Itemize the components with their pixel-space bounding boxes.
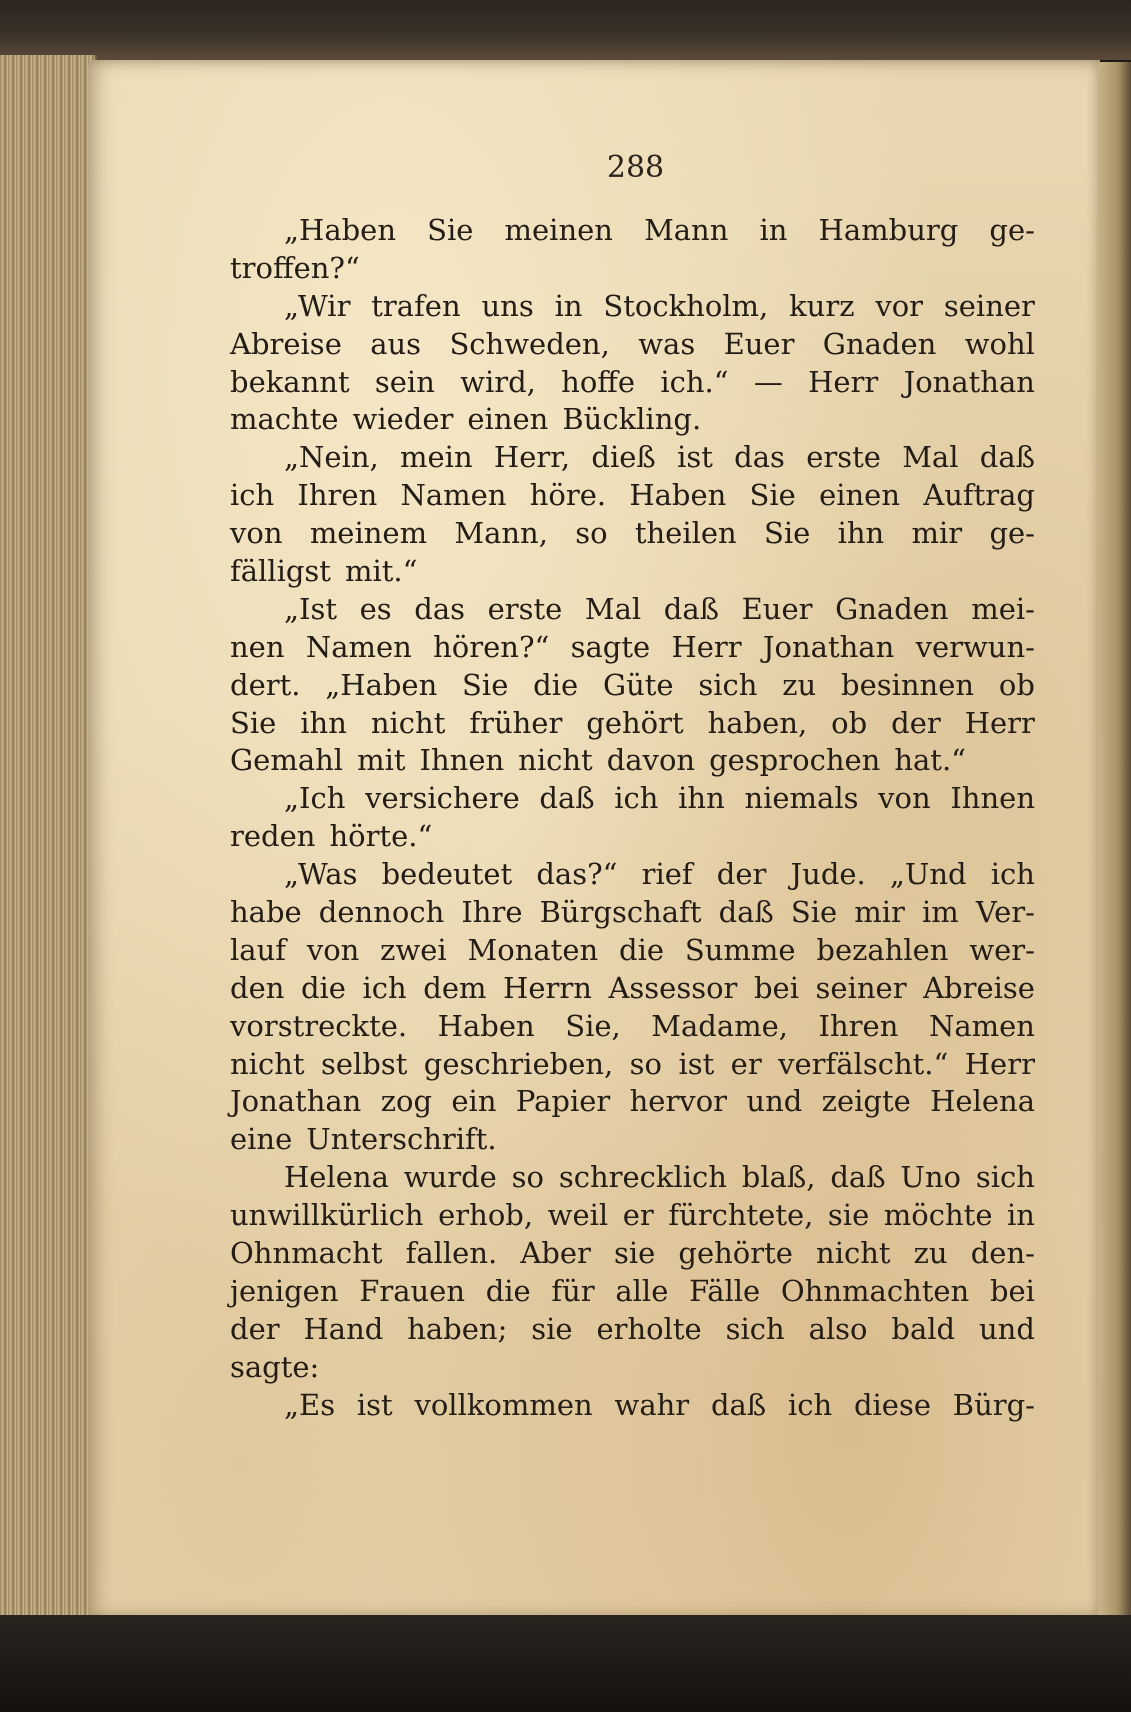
word: der — [230, 1311, 280, 1346]
word: „Haben — [284, 213, 397, 247]
word: ihn — [678, 781, 725, 816]
word: Ihren — [297, 478, 378, 513]
word: wer- — [969, 932, 1035, 967]
word: den- — [970, 1236, 1035, 1271]
text-line — [230, 629, 1035, 667]
word: Helena — [284, 1160, 389, 1195]
word: „Ich — [284, 781, 346, 816]
word: dennoch — [318, 895, 445, 930]
word: Ihnen — [419, 743, 505, 778]
word: Sie — [462, 667, 509, 702]
word: troffen?“ — [230, 250, 360, 285]
text-line — [230, 667, 1035, 705]
word: Hand — [303, 1311, 384, 1346]
text-line — [230, 1121, 1035, 1159]
word: einen — [467, 402, 549, 437]
text-line — [230, 477, 1035, 515]
word: ob — [831, 705, 868, 740]
word: verwun- — [915, 629, 1035, 664]
word: zeigte — [821, 1084, 911, 1119]
word: zog — [380, 1084, 433, 1119]
word: sagte: — [230, 1349, 320, 1384]
word: eine — [230, 1122, 293, 1157]
word: rief — [641, 857, 693, 892]
text-line — [230, 288, 1035, 326]
word: ihn — [300, 705, 347, 740]
word: alle — [615, 1273, 669, 1308]
word: Bürgschaft — [539, 895, 702, 930]
word: was — [638, 326, 696, 361]
word: Schweden, — [449, 326, 610, 361]
text-line — [230, 1159, 1035, 1197]
word: Summe — [684, 932, 796, 967]
word: einen — [819, 478, 901, 513]
word: vor — [875, 288, 924, 323]
word: Gnaden — [835, 591, 949, 626]
word: ich — [990, 857, 1035, 892]
word: Herr, — [493, 440, 571, 475]
text-line — [230, 932, 1035, 970]
word: Jude. — [790, 857, 866, 892]
word: Ihnen — [950, 781, 1035, 816]
word: Unterschrift. — [306, 1122, 497, 1157]
word: „Und — [889, 857, 967, 892]
word: ihn — [837, 516, 885, 551]
word: „Haben — [325, 667, 438, 702]
word: erholte — [596, 1311, 702, 1346]
word: Jonathan — [230, 1084, 362, 1119]
page-stack-edge — [0, 55, 97, 1625]
word: daß — [710, 1387, 767, 1422]
word: „Nein, — [284, 440, 379, 475]
word: Haben — [629, 478, 727, 513]
word: ich — [230, 478, 275, 513]
word: besinnen — [841, 667, 975, 702]
word: Ver- — [975, 895, 1035, 930]
word: hören?“ — [433, 629, 550, 664]
word: Abreise — [923, 970, 1035, 1005]
word: er — [622, 1198, 654, 1233]
page-number: 288 — [606, 150, 665, 185]
word: weil — [547, 1198, 609, 1233]
word: Sie — [764, 516, 811, 551]
word: selbst — [320, 1046, 408, 1081]
word: hoffe — [561, 364, 636, 399]
word: zwei — [380, 932, 447, 967]
word: nicht — [816, 1236, 891, 1271]
text-line — [230, 1387, 1035, 1425]
word: Assessor — [608, 970, 738, 1005]
text-line — [230, 742, 1035, 780]
text-line — [230, 401, 1035, 439]
text-line — [230, 780, 1035, 818]
word: sich — [725, 1311, 785, 1346]
word: ge- — [989, 516, 1035, 551]
word: Ohnmacht — [230, 1236, 383, 1271]
word: in — [759, 213, 788, 247]
word: den — [230, 970, 285, 1005]
word: sagte — [570, 629, 651, 664]
word: und — [978, 1311, 1035, 1346]
word: so — [629, 1046, 663, 1081]
word: ist — [356, 1387, 393, 1422]
word: sein — [374, 364, 435, 399]
text-line — [230, 1235, 1035, 1273]
word: machte — [230, 402, 339, 437]
word: habe — [230, 895, 302, 930]
word: bezahlen — [816, 932, 949, 967]
word: vollkommen — [414, 1387, 593, 1422]
word: mei- — [971, 591, 1035, 626]
word: ge- — [989, 213, 1035, 247]
word: so — [575, 516, 608, 551]
word: bekannt — [230, 364, 350, 399]
word: Sie, — [565, 1008, 621, 1043]
word: sich — [975, 1160, 1035, 1195]
word: Herrn — [503, 970, 592, 1005]
text-line — [230, 212, 1035, 250]
word: von — [878, 781, 931, 816]
word: ich — [362, 970, 407, 1005]
word: erhob, — [438, 1198, 534, 1233]
word: hörte.“ — [329, 819, 433, 854]
word: Mal — [902, 440, 959, 475]
word: hat.“ — [894, 743, 967, 778]
word: Namen — [305, 629, 412, 664]
page-text — [230, 212, 1035, 1425]
word: ist — [678, 1046, 715, 1081]
word: seiner — [943, 288, 1035, 323]
word: gesprochen — [709, 743, 881, 778]
word: zu — [782, 667, 817, 702]
word: Mal — [584, 591, 642, 626]
word: sie — [827, 1198, 870, 1233]
word: mir — [911, 516, 963, 551]
word: davon — [606, 743, 696, 778]
word: daß — [718, 895, 774, 930]
word: mit — [357, 743, 406, 778]
word: Herr — [808, 364, 879, 399]
word: wohl — [964, 326, 1035, 361]
word: daß — [979, 440, 1035, 475]
word: erste — [487, 591, 563, 626]
word: Hamburg — [818, 213, 959, 247]
word: haben, — [707, 705, 808, 740]
word: trafen — [371, 288, 461, 323]
word: das — [734, 440, 785, 475]
text-line — [230, 970, 1035, 1008]
text-line — [230, 1273, 1035, 1311]
word: daß — [663, 591, 720, 626]
word: dem — [423, 970, 487, 1005]
word: — — [753, 364, 783, 399]
word: Stockholm, — [603, 288, 769, 323]
word: gehörte — [678, 1236, 793, 1271]
word: bedeutet — [381, 857, 513, 892]
word: sich — [698, 667, 758, 702]
word: uns — [481, 288, 534, 323]
word: fälligst — [230, 554, 331, 589]
word: die — [300, 970, 346, 1005]
word: ich.“ — [660, 364, 729, 399]
text-line — [230, 894, 1035, 932]
word: wird, — [460, 364, 536, 399]
word: ist — [677, 440, 713, 475]
word: niemals — [744, 781, 859, 816]
text-line — [230, 364, 1035, 402]
word: und — [746, 1084, 803, 1119]
word: hervor — [629, 1084, 728, 1119]
word: haben; — [407, 1311, 508, 1346]
text-line — [230, 326, 1035, 364]
word: das?“ — [536, 857, 618, 892]
word: von — [230, 516, 283, 551]
word: Haben — [437, 1008, 535, 1043]
book-top-edge — [0, 0, 1131, 60]
word: Auftrag — [923, 478, 1035, 513]
word: Frauen — [359, 1273, 465, 1308]
word: nicht — [518, 743, 593, 778]
word: es — [359, 591, 392, 626]
word: nicht — [230, 1046, 305, 1081]
text-line — [230, 856, 1035, 894]
text-line — [230, 1008, 1035, 1046]
word: Sie — [790, 895, 838, 930]
word: früher — [469, 705, 563, 740]
word: jenigen — [230, 1273, 339, 1308]
word: er — [730, 1046, 762, 1081]
word: lauf — [230, 932, 286, 967]
word: Euer — [741, 591, 813, 626]
text-line — [230, 1311, 1035, 1349]
word: in — [1007, 1198, 1035, 1233]
word: theilen — [634, 516, 737, 551]
text-line — [230, 1083, 1035, 1121]
text-line — [230, 705, 1035, 743]
word: erste — [806, 440, 881, 475]
word: Euer — [723, 326, 795, 361]
word: „Ist — [284, 591, 338, 626]
word: meinem — [309, 516, 428, 551]
word: Sie — [230, 705, 277, 740]
word: Mann — [644, 213, 729, 247]
word: Jonathan — [762, 629, 895, 664]
word: dieß — [591, 440, 656, 475]
text-line — [230, 439, 1035, 477]
word: unwillkürlich — [230, 1198, 424, 1233]
word: in — [554, 288, 583, 323]
word: Sie — [749, 478, 796, 513]
word: das — [414, 591, 465, 626]
word: wieder — [352, 402, 454, 437]
word: die — [619, 932, 665, 967]
text-line — [230, 1046, 1035, 1084]
word: Sie — [427, 213, 474, 247]
word: ob — [998, 667, 1035, 702]
word: reden — [230, 819, 316, 854]
word: nicht — [370, 705, 446, 740]
word: Madame, — [651, 1008, 788, 1043]
word: Aber — [520, 1236, 591, 1271]
word: mein — [400, 440, 473, 475]
word: Papier — [515, 1084, 611, 1119]
word: Uno — [900, 1160, 961, 1195]
word: sie — [613, 1236, 656, 1271]
word: meinen — [504, 213, 613, 247]
word: „Was — [284, 857, 358, 892]
text-line — [230, 591, 1035, 629]
word: fallen. — [405, 1236, 498, 1271]
word: möchte — [883, 1198, 993, 1233]
word: ein — [451, 1084, 497, 1119]
word: Ihren — [818, 1008, 899, 1043]
word: bald — [891, 1311, 956, 1346]
word: blaß, — [741, 1160, 816, 1195]
word: von — [306, 932, 360, 967]
word: geschrieben, — [423, 1046, 614, 1081]
word: „Wir — [284, 288, 351, 323]
word: Helena — [930, 1084, 1035, 1119]
word: höre. — [529, 478, 607, 513]
word: daß — [539, 781, 595, 816]
word: daß — [830, 1160, 886, 1195]
word: Güte — [602, 667, 674, 702]
word: Abreise — [230, 326, 342, 361]
word: „Es — [284, 1387, 336, 1422]
word: der — [716, 857, 767, 892]
word: Herr — [964, 705, 1035, 740]
word: kurz — [789, 288, 855, 323]
word: mir — [854, 895, 905, 930]
word: Herr — [671, 629, 742, 664]
word: ich — [787, 1387, 833, 1422]
text-line — [230, 515, 1035, 553]
book-bottom-edge — [0, 1615, 1131, 1712]
text-line — [230, 1349, 1035, 1387]
word: Gemahl — [230, 743, 344, 778]
word: der — [891, 705, 941, 740]
word: Herr — [964, 1046, 1035, 1081]
word: Mann, — [454, 516, 548, 551]
word: ich — [614, 781, 659, 816]
word: also — [808, 1311, 868, 1346]
word: Bürg- — [952, 1387, 1035, 1422]
word: die — [533, 667, 579, 702]
word: Bückling. — [562, 402, 702, 437]
word: so — [511, 1160, 544, 1195]
word: Namen — [400, 478, 507, 513]
word: verfälscht.“ — [778, 1046, 949, 1081]
word: Monaten — [467, 932, 599, 967]
text-line — [230, 553, 1035, 591]
text-line — [230, 250, 1035, 288]
word: Ohnmachten — [780, 1273, 970, 1308]
word: vorstreckte. — [230, 1008, 408, 1043]
word: nen — [230, 629, 285, 664]
word: zu — [913, 1236, 948, 1271]
text-line — [230, 1197, 1035, 1235]
word: versichere — [365, 781, 520, 816]
word: gehört — [586, 705, 684, 740]
text-line — [230, 818, 1035, 856]
word: aus — [370, 326, 422, 361]
word: wahr — [614, 1387, 690, 1422]
word: bei — [753, 970, 799, 1005]
word: sie — [531, 1311, 573, 1346]
word: mit.“ — [344, 554, 418, 589]
word: für — [551, 1273, 595, 1308]
word: diese — [853, 1387, 931, 1422]
word: Namen — [928, 1008, 1035, 1043]
word: Jonathan — [903, 364, 1035, 399]
word: schrecklich — [558, 1160, 727, 1195]
word: wurde — [403, 1160, 497, 1195]
word: im — [921, 895, 959, 930]
word: die — [485, 1273, 531, 1308]
word: Fälle — [689, 1273, 761, 1308]
word: fürchtete, — [668, 1198, 814, 1233]
next-page-edge — [1098, 62, 1131, 1617]
word: Gnaden — [822, 326, 937, 361]
word: Ihre — [461, 895, 523, 930]
word: dert. — [230, 667, 301, 702]
word: seiner — [815, 970, 907, 1005]
word: bei — [989, 1273, 1035, 1308]
